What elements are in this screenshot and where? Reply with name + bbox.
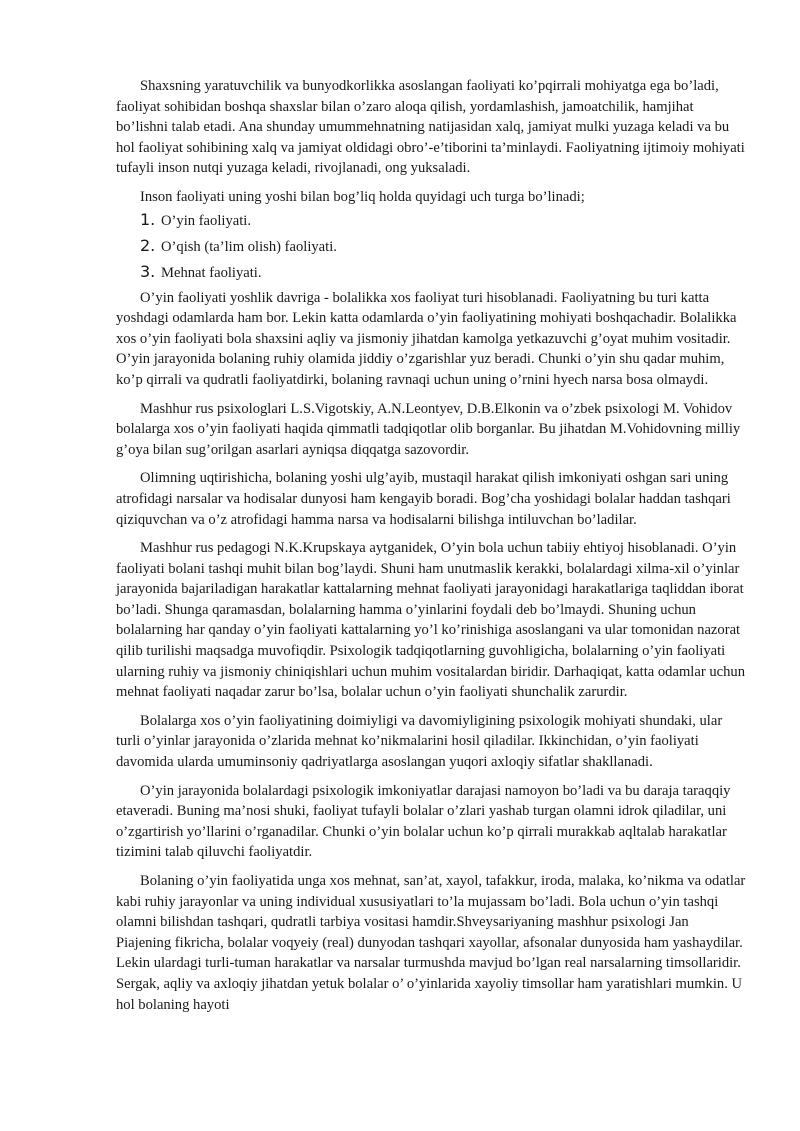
document-page (116, 76, 746, 1023)
list-item-text: O’qish (ta’lim olish) faoliyati. (161, 238, 337, 255)
list-number: 3. (140, 261, 156, 281)
list-item-text: Mehnat faoliyati. (161, 264, 262, 281)
list-item (140, 210, 746, 233)
list-item (140, 236, 746, 259)
paragraph: Bolaning o’yin faoliyatida unga xos mehnat, san’at, xayol, tafakkur, iroda, malaka, ko’nikma va odatlar kabi ruhiy jarayonlar va uning individual xususiyatlari to’la mujassam bo’ladi. Bola uchun o’yin tashqi olamni bilishdan tashqari, qudratli tarbiya vositasi hamdir.Shveysariyaning mashhur psixologi Jan Piajening fikricha, bolalar voqyeiy (real) dunyodan tashqari xayollar, afsonalar dunyosida ham yashaydilar. Lekin ulardagi turli-tuman harakatlar va narsalar turmushda mavjud bo’lgan real narsalarning timsollaridir. Sergak, aqliy va axloqiy jihatdan yetuk bolalar o’ o’yinlarida xayoliy timsollar ham yaratishlari mumkin. U hol bolaning hayoti (116, 873, 746, 1013)
paragraph: Bolalarga xos o’yin faoliyatining doimiyligi va davomiyligining psixologik mohiyati shundaki, ular turli o’yinlar jarayonida o’zlarida mehnat ko’nikmalarini hosil qiladilar. Ikkinchidan, o’yin faoliyati davomida ularda umuminsoniy qadriyatlarga asoslangan yuqori axloqiy sifatlar shakllanadi. (116, 712, 723, 771)
numbered-list (116, 210, 746, 285)
list-number: 1. (140, 209, 156, 229)
paragraph: Shaxsning yaratuvchilik va bunyodkorlikka asoslangan faoliyati ko’pqirrali mohiyatga ega bo’ladi, faoliyat sohibidan boshqa shaxslar bilan o’zaro aloqa qilish, yordamlashish, jamoatchilik, hamjihat bo’lishni talab etadi. Ana shunday umummehnatning natijasidan xalq, jamiyat mulki yuzaga keladi va bu hol faoliyat sohibining xalq va jamiyat oldidagi obro’-e’tiborini ta’minlaydi. Faoliyatning ijtimoiy mohiyati tufayli inson nutqi yuzaga keladi, rivojlanadi, ong yuksaladi. (116, 78, 745, 177)
paragraph: O’yin jarayonida bolalardagi psixologik imkoniyatlar darajasi namoyon bo’ladi va bu daraja taraqqiy etaveradi. Buning ma’nosi shuki, faoliyat tufayli bolalar o’zlari yashab turgan olamni idrok qiladilar, uni o’zgartirish yo’llarini o’rganadilar. Chunki o’yin bolalar uchun ko’p qirrali murakkab aqltalab harakatlar tizimini talab qiluvchi faoliyatdir. (116, 782, 731, 861)
paragraph: Mashhur rus pedagogi N.K.Krupskaya aytganidek, O’yin bola uchun tabiiy ehtiyoj hisoblanadi. O’yin faoliyati bolani tashqi muhit bilan bog’laydi. Shuni ham unutmaslik kerakki, bolalardagi xilma-xil o’yinlar jarayonida bajariladigan harakatlar kattalarning mehnat faoliyati jarayonidagi harakatlariga taqliddan iborat bo’ladi. Shunga qaramasdan, bolalarning hamma o’yinlarini foydali deb bo’lmaydi. Shuning uchun bolalarning har qanday o’yin faoliyati kattalarning yo’l ko’rinishiga asoslangani va ular tomonidan nazorat qilib turilishi maqsadga muvofiqdir. Psixologik tadqiqotlarning guvohligicha, bolalarning o’yin faoliyati ularning ruhiy va jismoniy chiniqishlari uchun muhim vositalardan biridir. Darhaqiqat, katta odamlar uchun mehnat faoliyati naqadar zarur bo’lsa, bolalar uchun o’yin faoliyati shunchalik zarurdir. (116, 540, 746, 701)
list-item-text: O’yin faoliyati. (161, 212, 251, 229)
paragraph: Olimning uqtirishicha, bolaning yoshi ulg’ayib, mustaqil harakat qilish imkoniyati oshgan sari uning atrofidagi narsalar va hodisalar dunyosi ham kengayib boradi. Bog’cha yoshidagi bolalar haddan tashqari qiziquvchan va o’z atrofidagi hamma narsa va hodisalarni bilishga intiluvchan bo’ladilar. (116, 470, 731, 528)
list-number: 2. (140, 235, 156, 255)
paragraph: Mashhur rus psixologlari L.S.Vigotskiy, A.N.Leontyev, D.B.Elkonin va o’zbek psixologi M. Vohidov bolalarga xos o’yin faoliyati haqida qimmatli tadqiqotlar olib borganlar. Bu jihatdan M.Vohidovning milliy g’oya bilan sug’orilgan asarlari ayniqsa diqqatga sazovordir. (116, 400, 741, 458)
list-item (140, 262, 746, 285)
paragraph: O’yin faoliyati yoshlik davriga - bolalikka xos faoliyat turi hisoblanadi. Faoliyatning bu turi katta yoshdagi odamlarda ham bor. Lekin katta odamlarda o’yin faoliyatining mohiyati boshqachadir. Bolalikka xos o’yin faoliyati bola shaxsini aqliy va jismoniy jihatdan kamolga yetkazuvchi g’oyat muhim vositadir. O’yin jarayonida bolaning ruhiy olamida jiddiy o’zgarishlar yuz beradi. Chunki o’yin shu qadar muhim, ko’p qirrali va qudratli faoliyatdirki, bolaning ravnaqi uchun uning o’rnini hyech narsa bosa olmaydi. (116, 289, 737, 388)
paragraph: Inson faoliyati uning yoshi bilan bog’liq holda quyidagi uch turga bo’linadi; (140, 188, 585, 205)
